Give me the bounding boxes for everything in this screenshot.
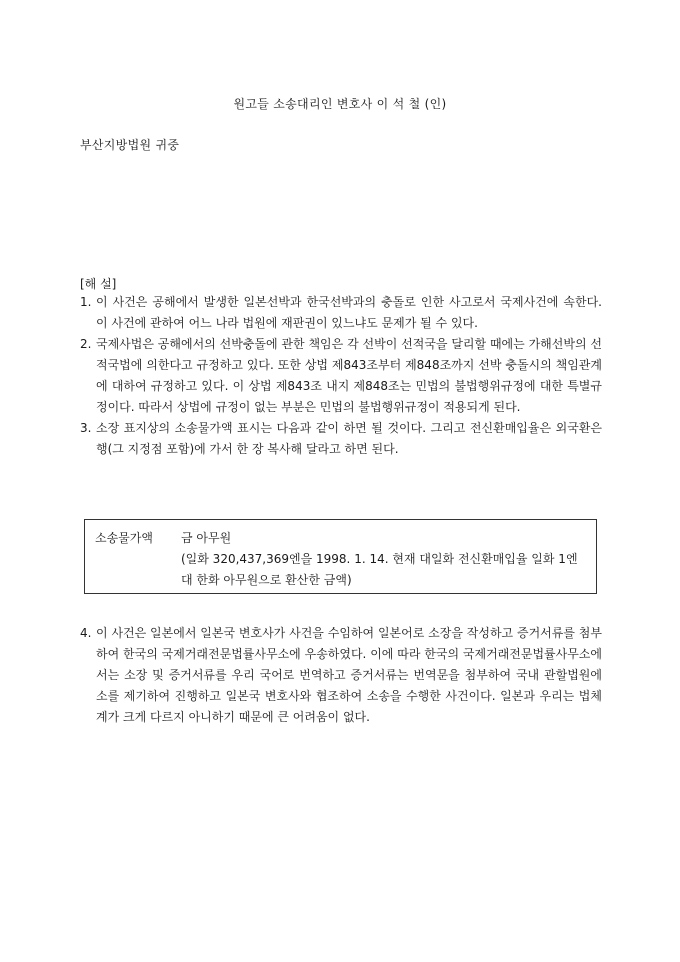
item-text: 이 사건은 일본에서 일본국 변호사가 사건을 수임하여 일본어로 소장을 작성하고 증거서류를 첨부하여 한국의 국제거래전문법률사무소에 우송하였다. 이에 따라 한국의 국제거래전문법률사무소에서는 소장 및 증거서류를 우리 국어로 번역하고 증거서류는 번역문을 첨부하여 국내 관할법원에 소를 제기하여 진행하고 일본국 변호사와 협조하여 소송을 수행한 사건이다. 일본과 우리는 법체계가 크게 다르지 아니하기 때문에 큰 어려움이 없다. <box>96 626 602 724</box>
item-text: 소장 표지상의 소송물가액 표시는 다음과 같이 하면 될 것이다. 그리고 전신환매입율은 외국환은행(그 지정점 포함)에 가서 한 장 복사해 달라고 하면 된다. <box>96 421 602 456</box>
item-text: 국제사법은 공해에서의 선박충돌에 관한 책임은 각 선박이 선적국을 달리할 때에는 가해선박의 선적국법에 의한다고 규정하고 있다. 또한 상법 제843조부터 제848조까지 선박 충돌시의 책임관계에 대하여 규정하고 있다. 이 상법 제843조 내지 제848조는 민법의 불법행위규정에 대한 특별규정이다. 따라서 상법에 규정이 없는 부분은 민법의 불법행위규정이 적용되게 된다. <box>96 337 602 414</box>
item-number: 2. <box>80 337 92 351</box>
claim-value-amount: 금 아무원 <box>181 531 232 545</box>
claim-value-label: 소송물가액 <box>95 531 153 545</box>
court-addressee: 부산지방법원 귀중 <box>80 138 180 152</box>
commentary-list-continued <box>80 623 602 728</box>
signature-line: 원고들 소송대리인 변호사 이 석 철 (인) <box>233 97 447 111</box>
item-number: 3. <box>80 421 92 435</box>
commentary-list <box>80 292 602 460</box>
item-number: 1. <box>80 295 92 309</box>
claim-value-box <box>84 519 597 594</box>
list-item <box>80 623 602 728</box>
list-item <box>80 418 602 460</box>
list-item <box>80 292 602 334</box>
item-number: 4. <box>80 626 92 640</box>
commentary-heading: [해 설] <box>80 277 117 291</box>
item-text: 이 사건은 공해에서 발생한 일본선박과 한국선박과의 충돌로 인한 사고로서 국제사건에 속한다. 이 사건에 관하여 어느 나라 법원에 재판권이 있느냐도 문제가 될 수 있다. <box>96 295 602 330</box>
claim-value-description: (일화 320,437,369엔을 1998. 1. 14. 현재 대일화 전신환매입율 일화 1엔 대 한화 아무원으로 환산한 금액) <box>181 552 578 587</box>
list-item <box>80 334 602 418</box>
